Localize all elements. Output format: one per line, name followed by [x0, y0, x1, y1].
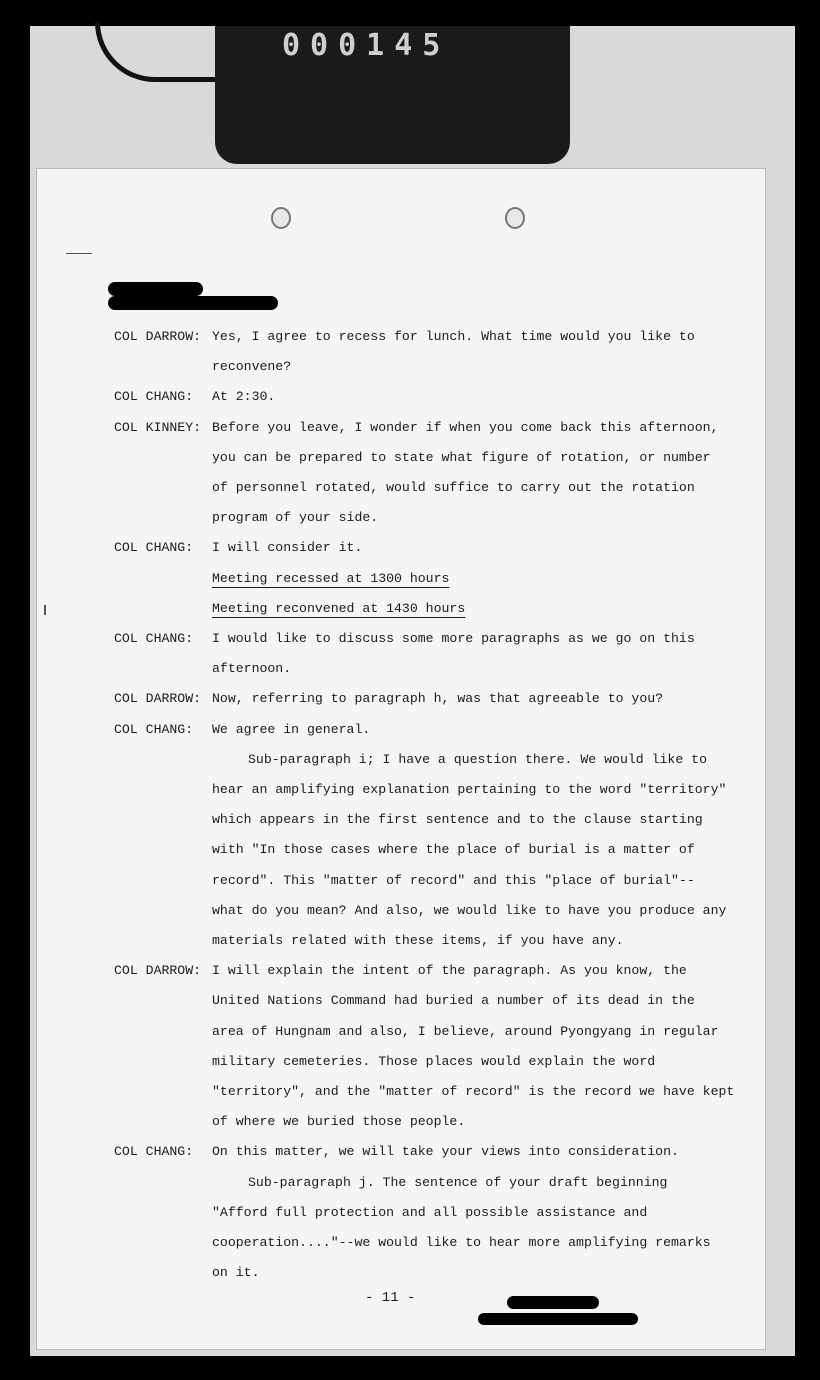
speaker-label: COL KINNEY: [114, 419, 202, 435]
transcript-entries [114, 624, 735, 1288]
dialogue-entry [114, 322, 724, 382]
dialogue-entry [114, 956, 735, 1137]
speaker-label: COL CHANG: [114, 631, 194, 647]
speech-line: afternoon. [212, 661, 292, 677]
speech-line: you can be prepared to state what figure of rotation, or number [212, 449, 711, 465]
speech-text [212, 533, 724, 563]
speech-line: Sub-paragraph j. The sentence of your draft beginning [248, 1174, 668, 1190]
meeting-note [114, 564, 724, 594]
speech-text [212, 684, 724, 714]
speech-line: military cemeteries. Those places would explain the word [212, 1053, 656, 1069]
page-number: - 11 - [365, 1290, 416, 1306]
speaker-label: COL DARROW: [114, 329, 202, 344]
speaker-label: COL CHANG: [114, 540, 194, 556]
transcript [114, 322, 735, 1289]
speech-line: On this matter, we will take your views into consideration. [212, 1144, 679, 1160]
speech-line: which appears in the first sentence and to the clause starting [212, 812, 703, 828]
speech-line: Before you leave, I wonder if when you come back this afternoon, [212, 419, 719, 435]
speech-line: I will consider it. [212, 540, 363, 556]
speech-line: of where we buried those people. [212, 1114, 466, 1130]
scan-mark [44, 605, 46, 615]
speech-text [212, 382, 724, 412]
punch-hole-left [271, 207, 291, 229]
speech-line: I would like to discuss some more paragraphs as we go on this [212, 631, 695, 647]
speech-line: record". This "matter of record" and this "place of burial"-- [212, 872, 695, 888]
dialogue-entry [114, 624, 724, 684]
speech-line: "territory", and the "matter of record" is the record we have kept [212, 1084, 735, 1100]
speech-line: with "In those cases where the place of burial is a matter of [212, 842, 695, 858]
redaction-bar [507, 1296, 599, 1309]
speech-line: reconvene? [212, 359, 292, 375]
speaker-label: COL CHANG: [114, 1144, 194, 1160]
speaker-label: COL CHANG: [114, 389, 194, 405]
dialogue-entry [114, 715, 727, 957]
speech-text [212, 956, 734, 1137]
transcript-entries [114, 322, 724, 564]
speech-line: United Nations Command had buried a number of its dead in the [212, 993, 695, 1009]
redaction-bar [478, 1313, 638, 1325]
meeting-note [114, 594, 724, 624]
speech-text [212, 624, 724, 684]
frame-counter-number: 000145 [282, 28, 451, 63]
speaker-label: COL CHANG: [114, 721, 194, 737]
speaker-label: COL DARROW: [114, 963, 202, 979]
dialogue-entry [114, 533, 724, 563]
redaction-bar [108, 282, 203, 296]
speech-line: I will explain the intent of the paragraph. As you know, the [212, 963, 687, 979]
speech-text [212, 1137, 724, 1288]
speech-line: what do you mean? And also, we would like to have you produce any [212, 902, 727, 918]
speech-text [212, 715, 726, 957]
scan-mark [66, 253, 92, 254]
speech-line: cooperation...."--we would like to hear more amplifying remarks [212, 1235, 711, 1251]
dialogue-entry [114, 684, 724, 714]
dialogue-entry [114, 413, 724, 534]
meeting-note-text: Meeting recessed at 1300 hours [212, 570, 450, 586]
speech-line: hear an amplifying explanation pertaining to the word "territory" [212, 782, 727, 798]
speech-text [212, 413, 724, 534]
speech-line: Yes, I agree to recess for lunch. What time would you like to [212, 329, 695, 344]
speech-line: materials related with these items, if you have any. [212, 933, 624, 949]
speech-text [212, 322, 724, 382]
speech-line: of personnel rotated, would suffice to carry out the rotation [212, 480, 695, 496]
dialogue-entry [114, 1137, 724, 1288]
meeting-note-text: Meeting reconvened at 1430 hours [212, 600, 466, 616]
speech-line: At 2:30. [212, 389, 276, 405]
speaker-label: COL DARROW: [114, 691, 202, 707]
speech-line: "Afford full protection and all possible assistance and [212, 1204, 648, 1220]
speech-line: on it. [212, 1265, 260, 1281]
speech-line: Sub-paragraph i; I have a question there. We would like to [248, 751, 707, 767]
punch-hole-right [505, 207, 525, 229]
speech-line: We agree in general. [212, 721, 371, 737]
dialogue-entry [114, 382, 724, 412]
speech-line: area of Hungnam and also, I believe, around Pyongyang in regular [212, 1023, 719, 1039]
redaction-bar [108, 296, 278, 310]
speech-line: Now, referring to paragraph h, was that agreeable to you? [212, 691, 664, 707]
speech-line: program of your side. [212, 510, 379, 526]
